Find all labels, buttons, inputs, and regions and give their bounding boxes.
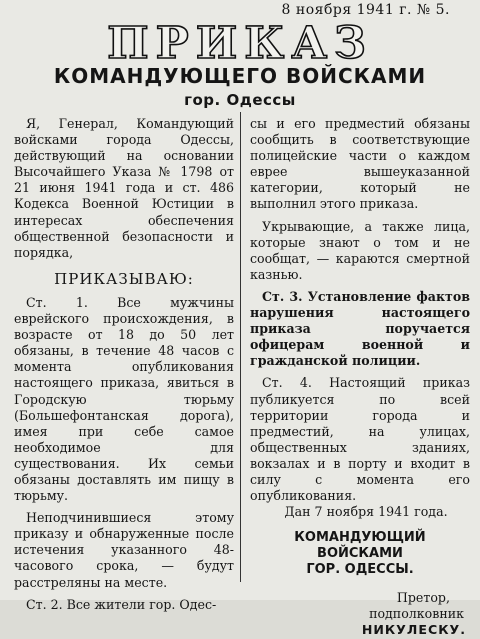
order-title: ПРИКАЗ <box>107 18 373 69</box>
order-subtitle: КОМАНДУЮЩЕГО ВОЙСКАМИ <box>53 64 427 88</box>
article-4: Ст. 4. Настоящий приказ публикуется по всей территории города и предместий, на улицах, общественных зданиях, вокзалах и в порту и входит в силу с момента его опубликования. <box>250 375 470 504</box>
concealers-paragraph: Укрывающие, а также лица, которые знают о том и не сообщат, — караются смертной казнью. <box>250 218 470 282</box>
article-3: Ст. 3. Установление фактов нарушения настоящего приказа поручается офицерам военной и гражданской полиции. <box>250 288 470 369</box>
column-divider <box>240 112 241 582</box>
date-given: Дан 7 ноября 1941 года. <box>284 504 448 520</box>
intro-paragraph: Я, Генерал, Командующий войсками города Одессы, действующий на основании Высочайшего Указа № 1798 от 21 июня 1941 года и ст. 486 Кодекса Военной Юстиции в интересах обеспечения общественной безопасности и порядка, <box>14 116 234 260</box>
rank-line: подполковник <box>369 606 464 622</box>
signatory-name: НИКУЛЕСКУ. <box>361 622 466 638</box>
article-2-start: Ст. 2. Все жители гор. Одес- <box>26 596 217 612</box>
orders-heading: ПРИКАЗЫВАЮ: <box>54 269 194 288</box>
signature-line-3: ГОР. ОДЕССЫ. <box>306 562 414 578</box>
signature-line-1: КОМАНДУЮЩИЙ <box>294 530 426 546</box>
signature-block <box>250 530 470 578</box>
article-1: Ст. 1. Все мужчины еврейского происхождения, в возрасте от 18 до 50 лет обязаны, в течение 48 часов с момента опубликования настоящего приказа, явиться в Городскую тюрьму (Большефонтанская дорога), имея при себе самое необходимое для существования. Их семьи обязаны доставлять им пищу в тюрьму. <box>14 294 234 504</box>
pretor-line: Претор, <box>396 590 450 606</box>
right-column <box>250 116 470 639</box>
left-column <box>14 116 234 613</box>
signature-line-2: ВОЙСКАМИ <box>317 546 403 562</box>
city-line: гор. Одессы <box>184 91 296 109</box>
article-2-continued: сы и его предместий обязаны сообщить в соответствующие полицейские части о каждом еврее вышеуказанной категории, который не выполнил этого приказа. <box>250 116 470 212</box>
dateline: 8 ноября 1941 г. № 5. <box>281 2 450 18</box>
disobey-paragraph: Неподчинившиеся этому приказу и обнаруженные после истечения указанного 48-часового срока, — будут расстреляны на месте. <box>14 510 234 590</box>
